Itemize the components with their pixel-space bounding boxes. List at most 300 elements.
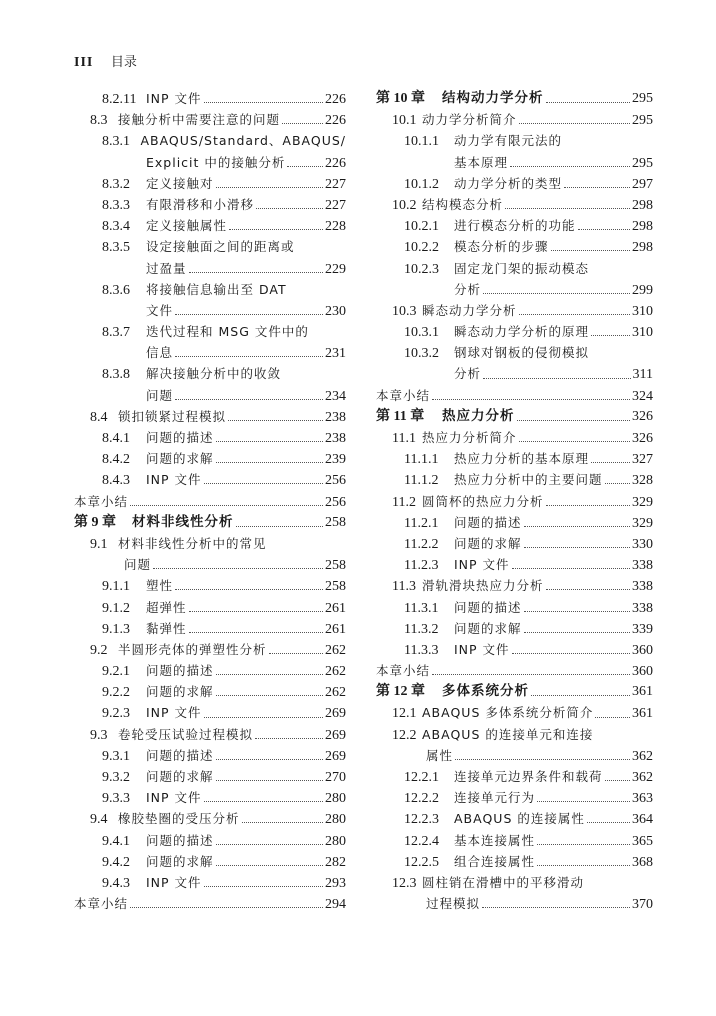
toc-entry-title: 迭代过程和 MSG 文件中的	[146, 324, 309, 340]
toc-page-number: 238	[325, 431, 346, 446]
toc-entry-number: 8.4.3	[102, 473, 130, 489]
toc-entry-title: 分析	[454, 366, 482, 382]
toc-entry[interactable]	[74, 173, 346, 194]
toc-entry-number: 11.2.3	[404, 558, 439, 574]
toc-entry[interactable]	[376, 258, 653, 279]
dot-leader	[216, 865, 323, 866]
toc-entry-title: 连接单元边界条件和载荷	[454, 769, 603, 784]
toc-entry-number: 8.4	[90, 409, 108, 425]
toc-entry-number: 10.3.2	[404, 346, 439, 362]
toc-entry[interactable]	[376, 830, 653, 851]
toc-entry-title: 问题的描述	[146, 663, 214, 679]
dot-leader	[175, 314, 323, 315]
toc-entry[interactable]	[376, 427, 653, 448]
toc-entry[interactable]	[74, 893, 346, 914]
toc-entry[interactable]	[376, 787, 653, 808]
dot-leader	[587, 822, 630, 823]
dot-leader	[242, 822, 323, 823]
toc-entry-title: 本章小结	[376, 663, 431, 679]
toc-page-number: 310	[632, 325, 653, 341]
dot-leader	[564, 187, 630, 188]
toc-entry[interactable]	[376, 724, 653, 745]
toc-entry-title: ABAQUS/Standard、ABAQUS/	[140, 133, 346, 149]
toc-entry[interactable]	[74, 258, 346, 279]
toc-entry-number: 第 9 章	[74, 514, 116, 530]
toc-entry-title: 问题的求解	[454, 535, 522, 551]
toc-page-number: 229	[325, 261, 346, 277]
toc-entry-title: 连接单元行为	[454, 790, 536, 806]
toc-entry-title: 分析	[454, 281, 482, 297]
toc-page-number: 261	[325, 600, 346, 616]
toc-entry-title: 圆筒杯的热应力分析	[422, 493, 544, 509]
toc-entry-number: 12.2.5	[404, 854, 439, 870]
toc-entry-title: 卷轮受压试验过程模拟	[118, 726, 254, 742]
toc-entry[interactable]	[74, 787, 346, 808]
toc-entry-title: 问题的描述	[146, 832, 214, 848]
toc-entry[interactable]	[74, 533, 346, 554]
dot-leader	[175, 356, 323, 357]
toc-entry[interactable]	[74, 363, 346, 384]
toc-entry[interactable]	[376, 575, 653, 596]
toc-entry-number: 9.1.1	[102, 579, 130, 595]
toc-entry-number: 9.2.2	[102, 685, 130, 701]
toc-entry[interactable]	[376, 385, 653, 406]
toc-entry[interactable]	[74, 448, 346, 469]
toc-entry-title: ABAQUS 的连接单元和连接	[422, 726, 594, 742]
toc-entry[interactable]	[74, 554, 346, 575]
toc-entry-title: 问题的描述	[146, 747, 214, 763]
toc-entry[interactable]	[376, 618, 653, 639]
toc-entry-number: 9.4.2	[102, 854, 130, 870]
toc-entry[interactable]	[74, 808, 346, 829]
toc-page-number: 230	[325, 303, 346, 319]
toc-entry-number: 9.1.2	[102, 600, 130, 616]
toc-entry-number: 10.2.2	[404, 240, 439, 256]
toc-entry-title: 固定龙门架的振动模态	[454, 260, 590, 276]
dot-leader	[519, 441, 630, 442]
toc-page-number: 294	[325, 897, 346, 913]
page-header	[74, 51, 137, 71]
dot-leader	[432, 674, 630, 675]
toc-page-number: 239	[325, 452, 346, 468]
toc-page-number: 365	[632, 833, 653, 849]
toc-entry-title: 问题的描述	[454, 599, 522, 615]
toc-entry-number: 8.3.1	[102, 134, 130, 150]
toc-entry-title: 圆柱销在滑槽中的平移滑动	[422, 874, 585, 890]
toc-page-number: 295	[632, 155, 653, 171]
dot-leader	[512, 653, 630, 654]
toc-entry-number: 第 11 章	[376, 408, 425, 424]
toc-right-column	[376, 88, 653, 914]
toc-entry-title: 热应力分析中的主要问题	[454, 472, 603, 488]
toc-page-number: 329	[632, 494, 653, 510]
toc-entry-title: 动力学分析的类型	[454, 175, 563, 191]
dot-leader	[269, 653, 323, 654]
dot-leader	[537, 844, 630, 845]
dot-leader	[605, 780, 630, 781]
toc-entry[interactable]	[74, 236, 346, 257]
toc-entry-title: 热应力分析的基本原理	[454, 451, 590, 467]
toc-page-number: 256	[325, 494, 346, 510]
toc-entry-title: 滑轨滑块热应力分析	[422, 578, 544, 594]
toc-entry[interactable]	[74, 152, 346, 173]
toc-entry-title: 本章小结	[74, 493, 129, 509]
toc-entry-number: 8.3.5	[102, 240, 130, 256]
toc-chapter-entry[interactable]	[376, 88, 653, 109]
dot-leader	[216, 759, 323, 760]
toc-entry-number: 12.2.3	[404, 812, 439, 828]
toc-entry-title: 进行模态分析的功能	[454, 218, 576, 234]
toc-entry[interactable]	[74, 745, 346, 766]
toc-entry[interactable]	[376, 491, 653, 512]
toc-entry-number: 12.1	[392, 706, 417, 722]
toc-entry-title: 瞬态动力学分析的原理	[454, 324, 590, 340]
toc-entry-title: 有限滑移和小滑移	[146, 196, 255, 212]
toc-page-number: 338	[632, 558, 653, 574]
toc-page-number: 361	[632, 706, 653, 722]
toc-entry-number: 8.3.7	[102, 325, 130, 341]
toc-entry-number: 12.2.2	[404, 791, 439, 807]
toc-page-number: 234	[325, 388, 346, 404]
toc-entry[interactable]	[376, 639, 653, 660]
dot-leader	[605, 483, 630, 484]
dot-leader	[591, 335, 630, 336]
dot-leader	[229, 229, 323, 230]
toc-entry-title: 本章小结	[74, 896, 129, 912]
toc-entry-number: 10.3	[392, 303, 417, 319]
dot-leader	[228, 420, 323, 421]
toc-entry-title: 信息	[146, 345, 174, 361]
toc-page-number: 231	[325, 346, 346, 362]
toc-entry[interactable]	[376, 660, 653, 681]
toc-entry-title: 设定接触面之间的距离或	[146, 239, 295, 255]
toc-entry-number: 10.2.3	[404, 261, 439, 277]
toc-entry-number: 9.3.3	[102, 791, 130, 807]
toc-entry-title: 解决接触分析中的收敛	[146, 366, 282, 382]
toc-page-number: 269	[325, 706, 346, 722]
dot-leader	[591, 462, 630, 463]
toc-entry-number: 11.3	[392, 579, 416, 595]
toc-page-number: 310	[632, 303, 653, 319]
dot-leader	[551, 250, 630, 251]
toc-entry[interactable]	[74, 321, 346, 342]
dot-leader	[256, 208, 323, 209]
dot-leader	[204, 886, 323, 887]
toc-entry[interactable]	[74, 491, 346, 512]
toc-page-number: 258	[325, 558, 346, 574]
toc-entry-title: 动力学有限元法的	[454, 133, 563, 149]
toc-page-number: 326	[632, 408, 653, 424]
toc-entry[interactable]	[376, 554, 653, 575]
toc-entry[interactable]	[74, 215, 346, 236]
toc-page-number: 280	[325, 791, 346, 807]
toc-entry-number: 8.4.2	[102, 452, 130, 468]
toc-entry-title: 问题的描述	[454, 514, 522, 530]
toc-entry-number: 12.2	[392, 727, 417, 743]
toc-page-number: 293	[325, 875, 346, 891]
toc-page-number: 238	[325, 409, 346, 425]
toc-page-number: 227	[325, 197, 346, 213]
toc-entry-title: 定义接触属性	[146, 218, 228, 234]
dot-leader	[236, 526, 324, 527]
toc-page-number: 269	[325, 727, 346, 743]
toc-entry[interactable]	[376, 745, 653, 766]
toc-page-number: 298	[632, 219, 653, 235]
toc-entry-number: 9.3.2	[102, 770, 130, 785]
toc-entry-number: 8.3.6	[102, 282, 130, 298]
toc-entry-title: 组合连接属性	[454, 853, 536, 869]
toc-entry[interactable]	[376, 448, 653, 469]
dot-leader	[216, 187, 323, 188]
toc-page-number: 256	[325, 473, 346, 489]
toc-entry-title: 热应力分析	[442, 407, 515, 424]
dot-leader	[282, 123, 323, 124]
toc-page-number: 338	[632, 579, 653, 595]
toc-entry-number: 10.1.2	[404, 176, 439, 192]
dot-leader	[483, 293, 630, 294]
toc-entry-title: 接触分析中需要注意的问题	[118, 112, 281, 128]
toc-entry[interactable]	[376, 766, 653, 787]
toc-entry[interactable]	[376, 872, 653, 893]
toc-entry-number: 9.3	[90, 727, 108, 743]
toc-entry-title: 瞬态动力学分析	[422, 302, 517, 318]
toc-entry-number: 11.1	[392, 431, 416, 446]
toc-page-number: 280	[325, 812, 346, 828]
toc-page-number: 329	[632, 515, 653, 531]
toc-entry[interactable]	[376, 808, 653, 829]
dot-leader	[216, 674, 323, 675]
toc-entry-title: ABAQUS 的连接属性	[454, 811, 585, 827]
dot-leader	[204, 483, 323, 484]
toc-page-number: 297	[632, 176, 653, 192]
toc-entry-number: 10.1	[392, 113, 417, 129]
dot-leader	[455, 759, 630, 760]
toc-page-number: 298	[632, 197, 653, 213]
toc-entry[interactable]	[74, 597, 346, 618]
toc-entry-title: INP 文件	[454, 641, 510, 657]
toc-entry-number: 11.3.3	[404, 642, 439, 658]
toc-entry[interactable]	[376, 300, 653, 321]
dot-leader	[432, 399, 630, 400]
toc-page-number: 262	[325, 685, 346, 701]
dot-leader	[175, 589, 323, 590]
toc-entry[interactable]	[74, 427, 346, 448]
toc-entry-title: 定义接触对	[146, 175, 214, 191]
toc-entry[interactable]	[74, 830, 346, 851]
toc-entry-title: 材料非线性分析	[132, 513, 234, 530]
toc-entry-title: 属性	[426, 747, 454, 763]
toc-entry[interactable]	[376, 215, 653, 236]
toc-entry[interactable]	[74, 702, 346, 723]
dot-leader	[531, 695, 630, 696]
dot-leader	[524, 547, 630, 548]
toc-entry-number: 8.2.11	[102, 92, 137, 107]
toc-chapter-entry[interactable]	[376, 681, 653, 702]
toc-page-number: 363	[632, 791, 653, 807]
toc-page-number: 299	[632, 282, 653, 298]
toc-entry[interactable]	[376, 363, 653, 384]
toc-entry-title: INP 文件	[454, 557, 510, 573]
toc-entry-title: 热应力分析简介	[422, 430, 517, 445]
toc-page-number: 362	[632, 770, 653, 785]
toc-page-number: 282	[325, 854, 346, 870]
dot-leader	[189, 272, 323, 273]
toc-entry[interactable]	[74, 660, 346, 681]
toc-page-number: 360	[632, 664, 653, 680]
dot-leader	[216, 844, 323, 845]
dot-leader	[505, 208, 630, 209]
toc-entry-title: 过程模拟	[426, 896, 481, 912]
toc-page-number: 326	[632, 431, 653, 446]
dot-leader	[130, 505, 323, 506]
toc-entry-title: 问题的求解	[454, 620, 522, 636]
toc-entry-number: 9.2.3	[102, 706, 130, 722]
toc-entry-number: 12.2.1	[404, 770, 439, 785]
toc-entry-number: 11.2.1	[404, 515, 439, 531]
toc-left-column	[74, 88, 346, 914]
toc-entry[interactable]	[74, 575, 346, 596]
toc-entry[interactable]	[74, 88, 346, 109]
toc-entry[interactable]	[74, 342, 346, 363]
toc-page-number: 226	[325, 113, 346, 129]
toc-entry[interactable]	[74, 639, 346, 660]
toc-entry[interactable]	[376, 173, 653, 194]
toc-entry[interactable]	[376, 533, 653, 554]
toc-entry[interactable]	[376, 469, 653, 490]
toc-entry-number: 9.1	[90, 536, 108, 552]
toc-entry[interactable]	[74, 406, 346, 427]
toc-entry[interactable]	[376, 342, 653, 363]
toc-entry[interactable]	[376, 194, 653, 215]
toc-page-number: 338	[632, 600, 653, 616]
dot-leader	[537, 801, 630, 802]
toc-entry-number: 8.3	[90, 113, 108, 129]
dot-leader	[216, 462, 323, 463]
toc-page-number: 295	[632, 113, 653, 129]
toc-entry-title: INP 文件	[146, 874, 202, 890]
dot-leader	[483, 378, 631, 379]
toc-entry-number: 9.3.1	[102, 748, 130, 764]
toc-page-number: 361	[632, 684, 653, 700]
toc-entry-number: 8.3.4	[102, 219, 130, 235]
toc-chapter-entry[interactable]	[376, 406, 653, 427]
dot-leader	[546, 505, 630, 506]
toc-entry[interactable]	[74, 724, 346, 745]
toc-page-number: 360	[632, 642, 653, 658]
toc-entry-number: 9.2	[90, 642, 108, 658]
toc-entry[interactable]	[74, 300, 346, 321]
toc-entry-title: 模态分析的步骤	[454, 239, 549, 255]
toc-entry[interactable]	[74, 109, 346, 130]
toc-entry-title: 将接触信息输出至 DAT	[146, 281, 287, 297]
toc-entry[interactable]	[376, 321, 653, 342]
toc-entry-number: 8.3.8	[102, 367, 130, 383]
toc-entry-title: INP 文件	[146, 91, 202, 106]
toc-page-number: 362	[632, 748, 653, 764]
toc-page-number: 227	[325, 176, 346, 192]
toc-entry-number: 11.3.2	[404, 621, 439, 637]
page-title: 目录	[110, 55, 137, 70]
toc-entry[interactable]	[74, 766, 346, 787]
toc-entry-number: 11.2	[392, 494, 416, 510]
toc-page-number: 327	[632, 452, 653, 468]
toc-entry-number: 9.4	[90, 812, 108, 828]
toc-page-number: 368	[632, 854, 653, 870]
toc-entry[interactable]	[376, 152, 653, 173]
toc-page-number: 324	[632, 388, 653, 404]
toc-chapter-entry[interactable]	[74, 512, 346, 533]
toc-entry-number: 10.2.1	[404, 219, 439, 235]
dot-leader	[595, 717, 630, 718]
toc-entry[interactable]	[376, 279, 653, 300]
toc-entry-number: 12.3	[392, 875, 417, 891]
toc-entry[interactable]	[376, 512, 653, 533]
toc-entry[interactable]	[74, 872, 346, 893]
toc-entry-number: 10.1.1	[404, 134, 439, 150]
toc-entry[interactable]	[376, 851, 653, 872]
toc-entry-title: 结构动力学分析	[442, 90, 544, 106]
toc-page-number: 330	[632, 536, 653, 552]
toc-entry-title: 动力学分析简介	[422, 112, 517, 128]
toc-entry[interactable]	[376, 130, 653, 151]
toc-entry-number: 11.1.2	[404, 473, 439, 489]
toc-entry-title: 过盈量	[146, 260, 187, 276]
toc-entry-title: 半圆形壳体的弹塑性分析	[118, 641, 267, 657]
dot-leader	[255, 738, 323, 739]
toc-entry-number: 第 12 章	[376, 684, 425, 700]
toc-entry-title: 橡胶垫圈的受压分析	[118, 811, 240, 827]
toc-entry[interactable]	[74, 385, 346, 406]
toc-entry-title: 问题的求解	[146, 451, 214, 467]
toc-entry[interactable]	[74, 851, 346, 872]
toc-entry[interactable]	[74, 130, 346, 151]
toc-entry[interactable]	[74, 681, 346, 702]
toc-entry-number: 8.3.3	[102, 197, 130, 213]
toc-entry-title: 文件	[146, 302, 174, 318]
dot-leader	[482, 907, 630, 908]
toc-entry[interactable]	[376, 597, 653, 618]
toc-entry-title: 黏弹性	[146, 620, 187, 636]
toc-entry[interactable]	[376, 109, 653, 130]
toc-entry[interactable]	[74, 194, 346, 215]
toc-entry-title: INP 文件	[146, 705, 202, 721]
dot-leader	[204, 102, 323, 103]
toc-entry[interactable]	[376, 702, 653, 723]
dot-leader	[517, 420, 631, 421]
toc-page-number: 311	[632, 367, 653, 383]
dot-leader	[510, 166, 630, 167]
toc-entry-title: 结构模态分析	[422, 196, 504, 212]
toc-entry-number: 11.3.1	[404, 600, 439, 616]
toc-entry[interactable]	[376, 236, 653, 257]
toc-entry-title: 问题的求解	[146, 769, 214, 784]
toc-page-number: 298	[632, 240, 653, 256]
toc-page-number: 280	[325, 833, 346, 849]
toc-entry-title: 问题的描述	[146, 430, 214, 445]
toc-entry-title: 锁扣锁紧过程模拟	[118, 408, 227, 424]
toc-page-number: 339	[632, 621, 653, 637]
toc-entry-number: 10.2	[392, 197, 417, 213]
toc-entry[interactable]	[74, 469, 346, 490]
toc-entry-title: 钢球对钢板的侵彻模拟	[454, 345, 590, 361]
toc-entry[interactable]	[376, 893, 653, 914]
toc-entry-number: 10.3.1	[404, 325, 439, 341]
toc-entry-number: 8.4.1	[102, 431, 130, 446]
toc-entry[interactable]	[74, 279, 346, 300]
toc-entry[interactable]	[74, 618, 346, 639]
toc-entry-title: 塑性	[146, 578, 174, 594]
toc-entry-title: INP 文件	[146, 472, 202, 488]
